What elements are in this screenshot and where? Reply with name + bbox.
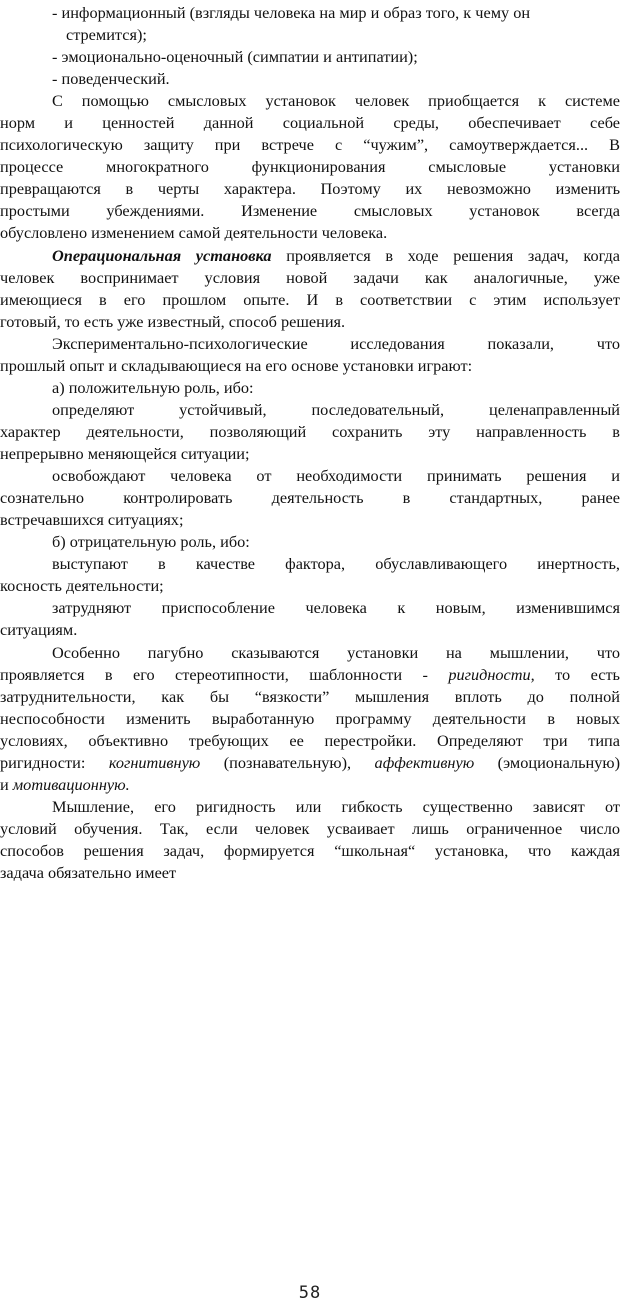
text-run: сознательно контролировать деятельность в стандартных, ранее: [0, 488, 620, 507]
text-run: встречавшихся ситуациях;: [0, 510, 184, 529]
text-line: [0, 818, 620, 840]
text-run: - поведенческий.: [52, 69, 170, 88]
text-line: [0, 443, 620, 465]
text-line: [0, 774, 620, 796]
text-run: проявляется в его стереотипности, шаблонности -: [0, 665, 449, 684]
text-run: готовый, то есть уже известный, способ решения.: [0, 312, 346, 331]
text-line: [0, 575, 620, 597]
text-run: выступают в качестве фактора, обуславливающего инертность,: [52, 554, 620, 573]
text-run: проявляется в ходе решения задач, когда: [271, 246, 620, 265]
text-run: способов решения задач, формируется “школьная“ установка, что каждая: [0, 841, 620, 860]
text-line: [0, 730, 620, 752]
text-line: [0, 311, 620, 333]
text-line: [0, 267, 620, 289]
text-run: неспособности изменить выработанную программу деятельности в новых: [0, 709, 620, 728]
text-run: обусловлено изменением самой деятельности человека.: [0, 223, 388, 242]
text-run: освобождают человека от необходимости принимать решения и: [52, 466, 620, 485]
page-number: 58: [298, 1283, 322, 1303]
text-run: Экспериментально-психологические исследования показали, что: [52, 334, 620, 353]
text-line: [52, 245, 620, 267]
text-line: [0, 355, 620, 377]
text-run: прошлый опыт и складывающиеся на его основе установки играют:: [0, 356, 473, 375]
text-run: непрерывно меняющейся ситуации;: [0, 444, 250, 463]
text-line: [0, 421, 620, 443]
text-line: [0, 619, 620, 641]
text-run: - эмоционально-оценочный (симпатии и антипатии);: [52, 47, 418, 66]
text-run: характер деятельности, позволяющий сохранить эту направленность в: [0, 422, 620, 441]
text-run: задача обязательно имеет: [0, 863, 177, 882]
text-run: превращаются в черты характера. Поэтому их невозможно изменить: [0, 179, 620, 198]
italic-term: мотивационную.: [12, 775, 130, 794]
text-line: [52, 2, 620, 24]
text-line: [0, 686, 620, 708]
text-line: [0, 862, 620, 884]
text-line: [52, 796, 620, 818]
text-run: то есть: [534, 665, 620, 684]
text-run: ригидности:: [0, 753, 109, 772]
text-run: Мышление, его ригидность или гибкость существенно зависят от: [52, 797, 620, 816]
text-run: норм и ценностей данной социальной среды, обеспечивает себе: [0, 113, 620, 132]
text-run: психологическую защиту при встрече с “чужим”, самоутверждается... В: [0, 135, 620, 154]
text-run: (эмоциональную): [474, 753, 620, 772]
italic-term: ригидности,: [448, 665, 535, 684]
text-line: [52, 642, 620, 664]
text-run: затрудняют приспособление человека к новым, изменившимся: [52, 598, 620, 617]
text-line: [66, 24, 620, 46]
text-run: человек воспринимает условия новой задачи как аналогичные, уже: [0, 268, 620, 287]
text-line: [52, 333, 620, 355]
text-line: [0, 289, 620, 311]
italic-term: аффективную: [374, 753, 475, 772]
text-run: ситуациям.: [0, 620, 78, 639]
text-line: [52, 46, 620, 68]
text-line: [52, 531, 620, 553]
text-run: затруднительности, как бы “вязкости” мышления вплоть до полной: [0, 687, 620, 706]
text-line: [0, 840, 620, 862]
text-line: [52, 597, 620, 619]
text-run: а) положительную роль, ибо:: [52, 378, 254, 397]
text-run: - информационный (взгляды человека на мир и образ того, к чему он: [52, 3, 531, 22]
text-run: б) отрицательную роль, ибо:: [52, 532, 250, 551]
text-line: [0, 708, 620, 730]
text-line: [52, 68, 620, 90]
text-line: [0, 487, 620, 509]
text-run: имеющиеся в его прошлом опыте. И в соответствии с этим использует: [0, 290, 620, 309]
text-line: [0, 112, 620, 134]
text-run: косность деятельности;: [0, 576, 164, 595]
text-line: [52, 399, 620, 421]
text-run: Особенно пагубно сказываются установки на мышлении, что: [52, 643, 620, 662]
text-run: и: [0, 775, 13, 794]
text-line: [0, 752, 620, 774]
text-line: [52, 553, 620, 575]
text-line: [52, 90, 620, 112]
text-run: определяют устойчивый, последовательный, целенаправленный: [52, 400, 620, 419]
text-line: [0, 178, 620, 200]
text-line: [0, 664, 620, 686]
text-line: [0, 222, 620, 244]
text-run: простыми убеждениями. Изменение смысловых установок всегда: [0, 201, 620, 220]
text-run: условий обучения. Так, если человек усваивает лишь ограниченное число: [0, 819, 620, 838]
text-run: стремится);: [66, 25, 147, 44]
text-run: С помощью смысловых установок человек приобщается к системе: [52, 91, 620, 110]
italic-term: когнитивную: [108, 753, 201, 772]
text-run: (познавательную),: [200, 753, 375, 772]
text-run: процессе многократного функционирования смысловые установки: [0, 157, 620, 176]
text-line: [0, 509, 620, 531]
text-line: [52, 465, 620, 487]
text-line: [0, 200, 620, 222]
emphasis-term: Операциональная установка: [52, 246, 272, 265]
text-run: условиях, объективно требующих ее перестройки. Определяют три типа: [0, 731, 620, 750]
text-line: [0, 134, 620, 156]
text-line: [0, 156, 620, 178]
text-line: [52, 377, 620, 399]
